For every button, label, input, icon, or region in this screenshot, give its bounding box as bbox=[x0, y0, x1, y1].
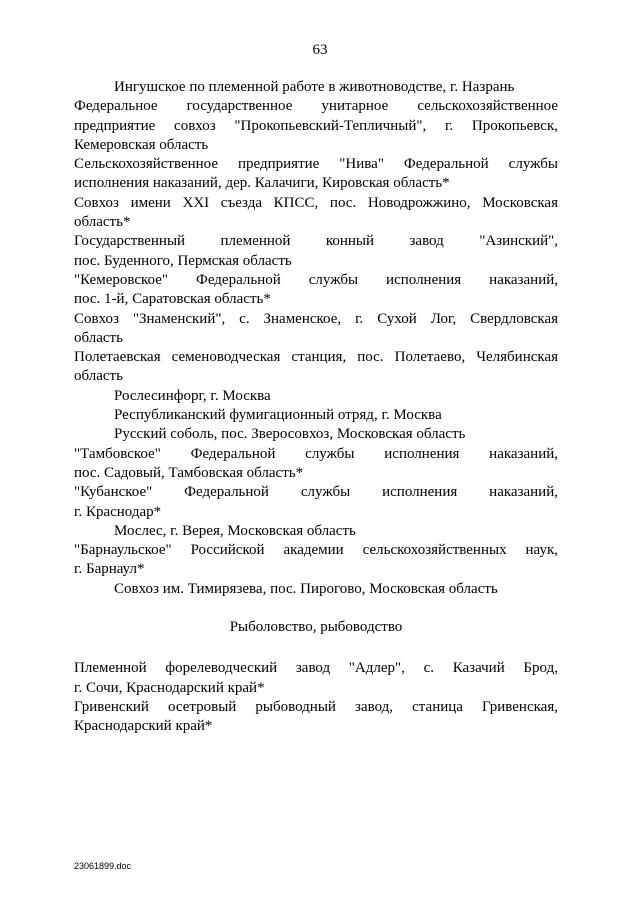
list-item bbox=[74, 580, 558, 599]
entry-continuation-line: г. Сочи, Краснодарский край* bbox=[74, 679, 265, 696]
entry-first-line: Племенной форелеводческий завод "Адлер", с. Казачий Брод, bbox=[74, 660, 558, 677]
list-item bbox=[74, 232, 558, 271]
entry-first-line: "Кемеровское" Федеральной службы исполнения наказаний, bbox=[74, 271, 558, 288]
list-item bbox=[74, 194, 558, 233]
entry-continuation-line: Краснодарский край* bbox=[74, 718, 213, 735]
entry-continuation-line: пос. Буденного, Пермская область bbox=[74, 252, 292, 269]
list-item bbox=[74, 445, 558, 484]
entry-first-line: Ингушское по племенной работе в животноводстве, г. Назрань bbox=[114, 79, 515, 95]
entry-continuation-line: область bbox=[74, 368, 123, 385]
entry-first-line: Русский соболь, пос. Зверосовхоз, Московская область bbox=[114, 426, 466, 443]
entry-continuation-line: пос. Садовый, Тамбовская область* bbox=[74, 464, 304, 481]
entry-middle-line: предприятие совхоз "Прокопьевский-Тепличный", г. Прокопьевск, bbox=[74, 117, 558, 134]
entry-first-line: Совхоз имени XXI съезда КПСС, пос. Новодрожжино, Московская bbox=[74, 194, 558, 211]
entry-first-line: Совхоз им. Тимирязева, пос. Пирогово, Московская область bbox=[114, 580, 498, 597]
entry-continuation-line: г. Краснодар* bbox=[74, 503, 162, 520]
entry-first-line: Полетаевская семеноводческая станция, пос. Полетаево, Челябинская bbox=[74, 349, 558, 366]
entry-first-line: Гривенский осетровый рыбоводный завод, станица Гривенская, bbox=[74, 698, 558, 715]
entry-first-line: Сельскохозяйственное предприятие "Нива" Федеральной службы bbox=[74, 156, 558, 173]
page-number: 63 bbox=[312, 42, 328, 58]
entry-first-line: "Кубанское" Федеральной службы исполнения наказаний, bbox=[74, 484, 558, 501]
list-item bbox=[74, 425, 558, 444]
entry-first-line: "Барнаульское" Российской академии сельскохозяйственных наук, bbox=[74, 542, 558, 559]
list-item bbox=[74, 698, 558, 737]
entry-continuation-line: область bbox=[74, 329, 123, 346]
section-heading: Рыболовство, рыбоводство bbox=[229, 619, 403, 636]
entry-first-line: Мослес, г. Верея, Московская область bbox=[114, 522, 356, 539]
list-item bbox=[74, 522, 558, 541]
list-item bbox=[74, 348, 558, 387]
document-body bbox=[74, 78, 558, 737]
entry-continuation-line: область* bbox=[74, 214, 131, 231]
entry-continuation-line: г. Барнаул* bbox=[74, 561, 145, 578]
entry-continuation-line: исполнения наказаний, дер. Калачиги, Кировская область* bbox=[74, 175, 450, 192]
file-name-footer: 23061899.doc bbox=[74, 861, 132, 871]
list-item bbox=[74, 155, 558, 194]
list-item bbox=[74, 541, 558, 580]
entry-first-line: Рослесинфорг, г. Москва bbox=[114, 387, 271, 404]
list-item bbox=[74, 406, 558, 425]
list-item bbox=[74, 387, 558, 406]
entry-continuation-line: Кемеровская область bbox=[74, 136, 209, 153]
entry-first-line: Республиканский фумигационный отряд, г. Москва bbox=[114, 407, 442, 424]
list-item bbox=[74, 271, 558, 310]
entry-first-line: Государственный племенной конный завод "Азинский", bbox=[74, 233, 558, 250]
entry-first-line: Совхоз "Знаменский", с. Знаменское, г. Сухой Лог, Свердловская bbox=[74, 310, 558, 327]
fishery-organization-list bbox=[74, 659, 558, 736]
entry-continuation-line: пос. 1-й, Саратовская область* bbox=[74, 291, 271, 308]
list-item bbox=[74, 659, 558, 698]
list-item bbox=[74, 483, 558, 522]
list-item bbox=[74, 310, 558, 349]
list-item bbox=[74, 97, 558, 155]
entry-first-line: "Тамбовское" Федеральной службы исполнения наказаний, bbox=[74, 445, 558, 462]
entry-first-line: Федеральное государственное унитарное сельскохозяйственное bbox=[74, 98, 558, 115]
organization-list bbox=[74, 78, 558, 599]
list-item bbox=[74, 78, 558, 97]
